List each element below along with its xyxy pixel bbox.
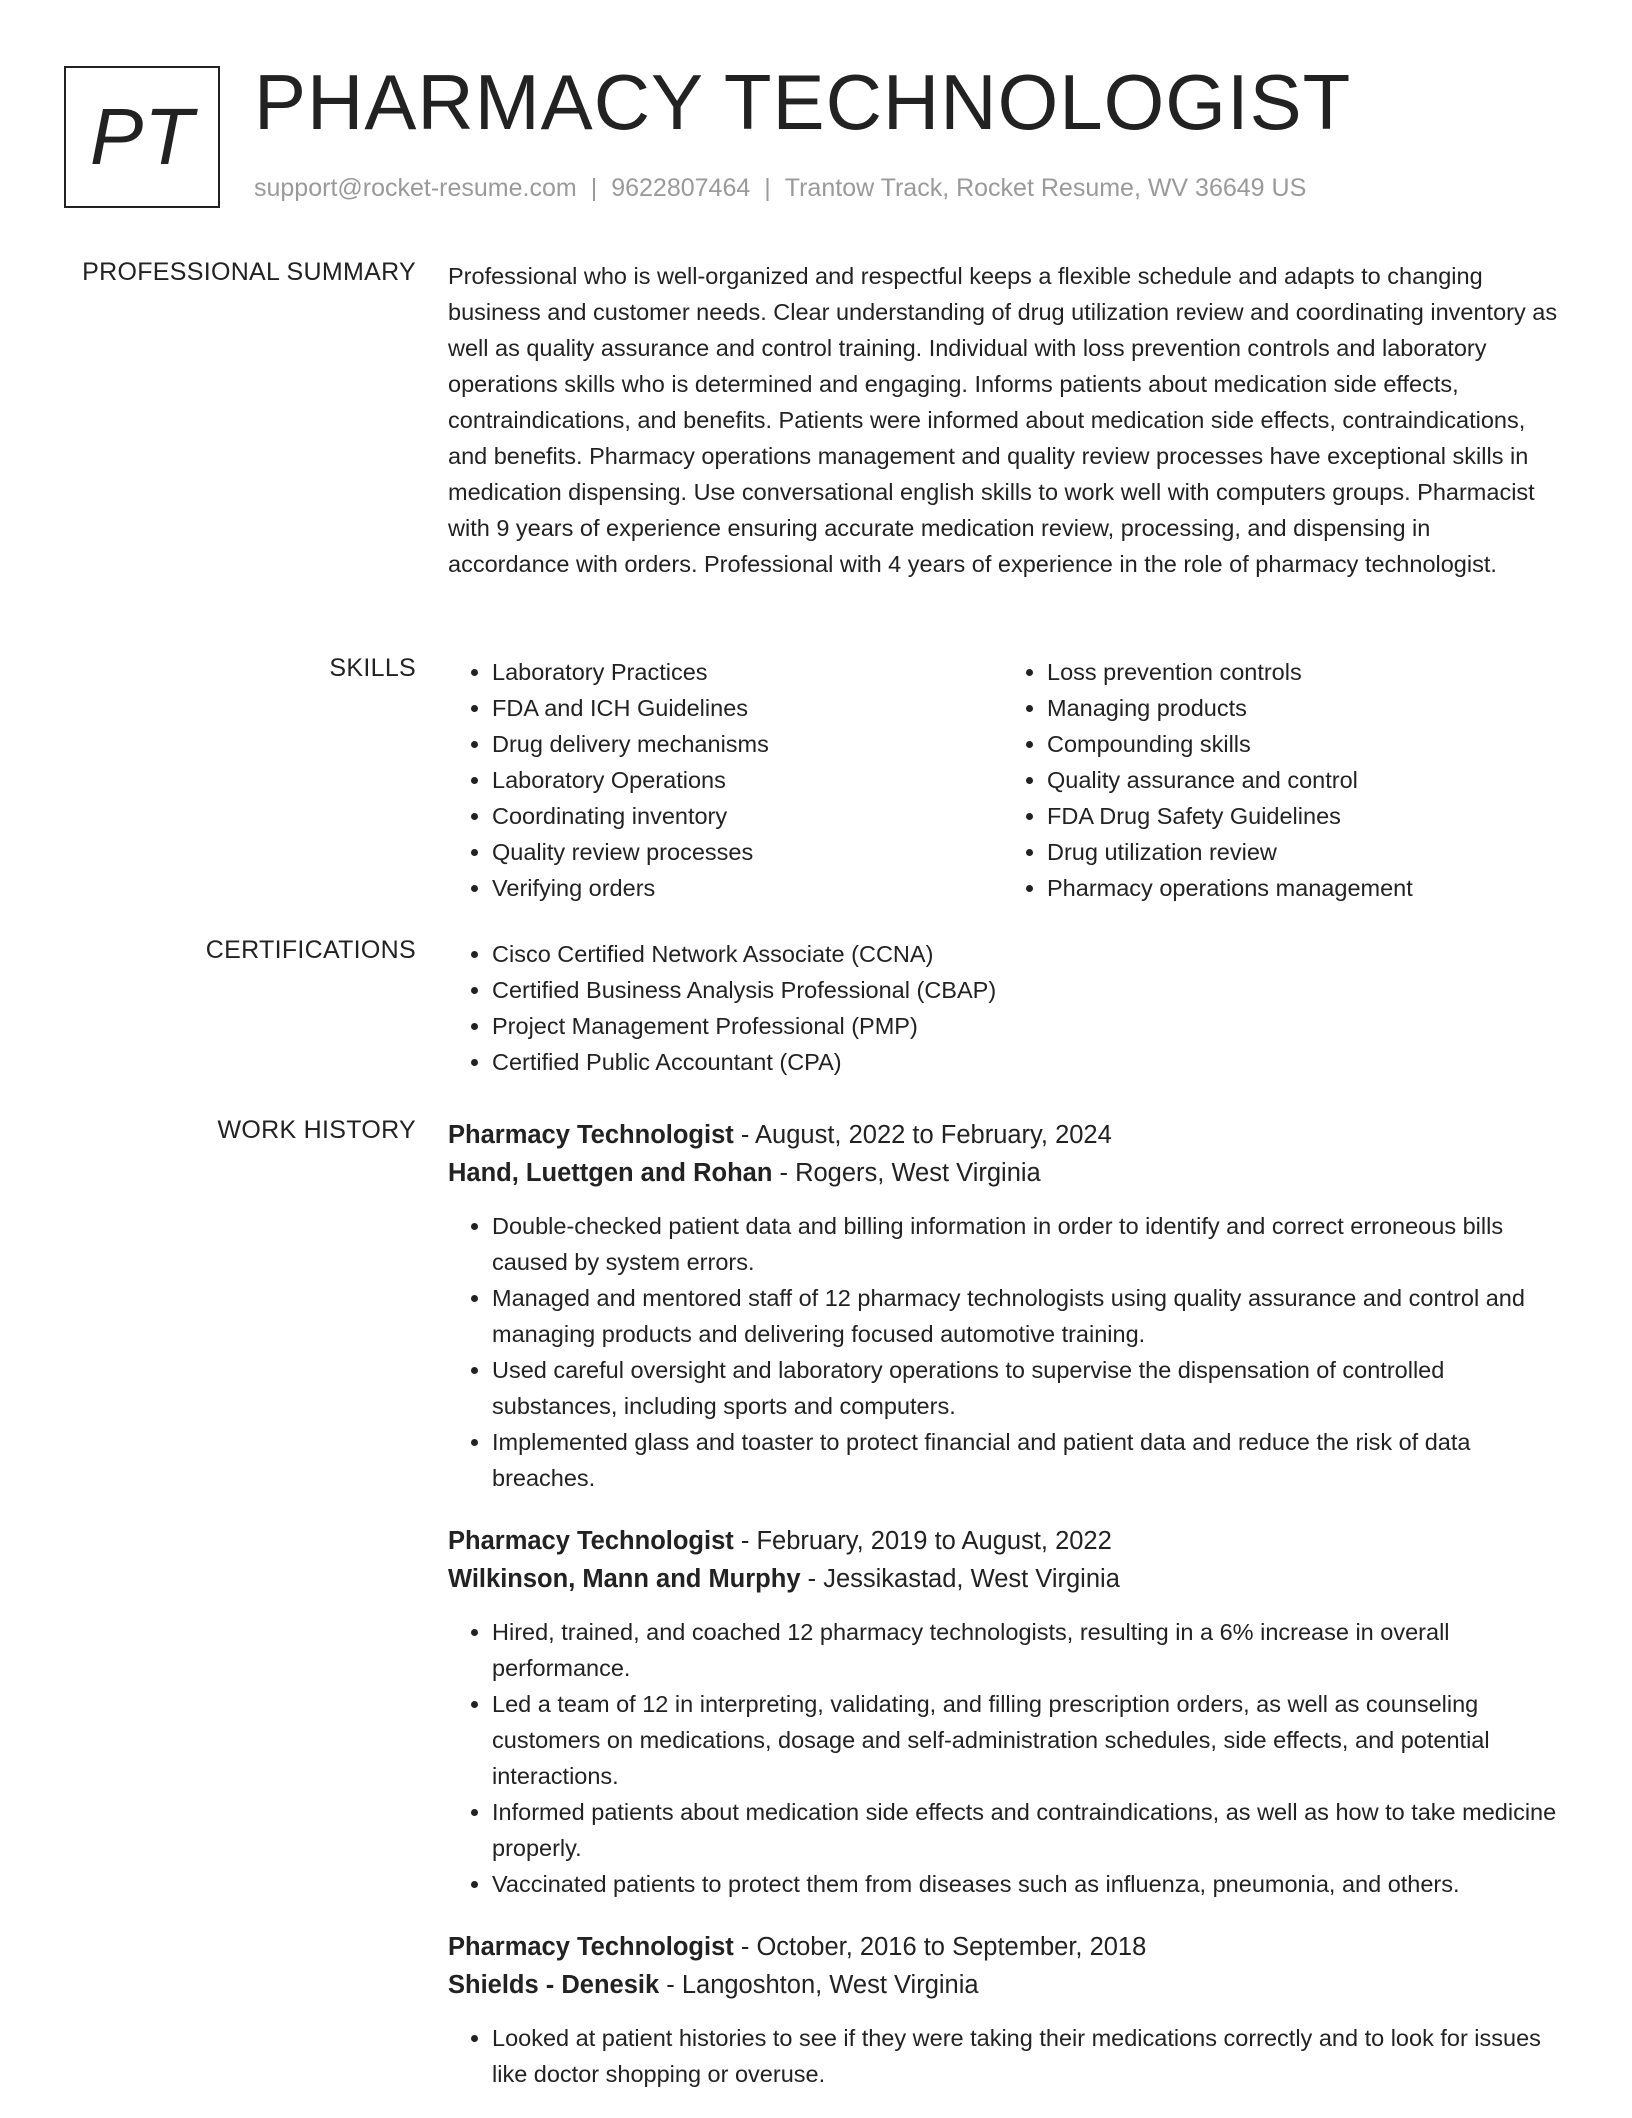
skills-list-left xyxy=(448,654,1003,906)
certifications-body xyxy=(448,936,1558,1080)
job-entry xyxy=(448,1522,1558,1902)
job-bullet: • Managed and mentored staff of 12 pharmacy technologists using quality assurance and control and managing products and delivering focused automotive training. xyxy=(492,1280,1558,1352)
job-title: Pharmacy Technologist xyxy=(448,1933,734,1961)
job-location: - Jessikastad, West Virginia xyxy=(800,1565,1120,1593)
skills-columns xyxy=(448,654,1558,906)
contact-address: Trantow Track, Rocket Resume, WV 36649 US xyxy=(784,174,1307,202)
job-bullet: • Used careful oversight and laboratory operations to supervise the dispensation of controlled substances, including sports and computers. xyxy=(492,1352,1558,1424)
skill-item: • Compounding skills xyxy=(1047,726,1558,762)
job-company-line xyxy=(448,1560,1558,1598)
summary-body xyxy=(448,258,1558,582)
skill-item: • FDA and ICH Guidelines xyxy=(492,690,1003,726)
job-company-line xyxy=(448,1966,1558,2004)
job-bullet: • Looked at patient histories to see if they were taking their medications correctly and to look for issues like doctor shopping or overuse. xyxy=(492,2020,1558,2092)
job-bullet: • Vaccinated patients to protect them from diseases such as influenza, pneumonia, and others. xyxy=(492,1866,1558,1902)
summary-heading: PROFESSIONAL SUMMARY xyxy=(82,258,416,286)
page-title: PHARMACY TECHNOLOGIST xyxy=(254,58,1352,146)
job-entry xyxy=(448,1928,1558,2092)
job-dates: - February, 2019 to August, 2022 xyxy=(733,1527,1112,1555)
skill-item: • Quality assurance and control xyxy=(1047,762,1558,798)
skill-item: • Pharmacy operations management xyxy=(1047,870,1558,906)
job-bullets xyxy=(448,1208,1558,1496)
job-bullet: • Informed patients about medication side effects and contraindications, as well as how to take medicine properly. xyxy=(492,1794,1558,1866)
job-bullet: • Hired, trained, and coached 12 pharmacy technologists, resulting in a 6% increase in overall performance. xyxy=(492,1614,1558,1686)
job-title: Pharmacy Technologist xyxy=(448,1121,734,1149)
skill-item: • Drug utilization review xyxy=(1047,834,1558,870)
monogram-box xyxy=(64,66,220,208)
work-history-body xyxy=(448,1116,1558,2118)
certification-item: • Cisco Certified Network Associate (CCNA) xyxy=(492,936,1558,972)
contact-email[interactable]: support@rocket-resume.com xyxy=(254,174,577,202)
job-company: Shields - Denesik xyxy=(448,1971,660,1999)
job-location: - Langoshton, West Virginia xyxy=(659,1971,979,1999)
job-title-line xyxy=(448,1116,1558,1154)
job-bullet: • Double-checked patient data and billing information in order to identify and correct erroneous bills caused by system errors. xyxy=(492,1208,1558,1280)
skill-item: • Laboratory Operations xyxy=(492,762,1003,798)
skill-item: • Managing products xyxy=(1047,690,1558,726)
job-entry xyxy=(448,1116,1558,1496)
job-bullet: • Implemented glass and toaster to protect financial and patient data and reduce the risk of data breaches. xyxy=(492,1424,1558,1496)
job-title: Pharmacy Technologist xyxy=(448,1527,734,1555)
job-dates: - August, 2022 to February, 2024 xyxy=(733,1121,1112,1149)
job-company: Hand, Luettgen and Rohan xyxy=(448,1159,773,1187)
job-dates: - October, 2016 to September, 2018 xyxy=(733,1933,1147,1961)
skills-list-right xyxy=(1003,654,1558,906)
skill-item: • Drug delivery mechanisms xyxy=(492,726,1003,762)
job-title-line xyxy=(448,1522,1558,1560)
skill-item: • Loss prevention controls xyxy=(1047,654,1558,690)
job-location: - Rogers, West Virginia xyxy=(772,1159,1041,1187)
contact-phone[interactable]: 9622807464 xyxy=(611,174,751,202)
contact-line xyxy=(254,174,1306,203)
certifications-list xyxy=(448,936,1558,1080)
skill-item: • Laboratory Practices xyxy=(492,654,1003,690)
certification-item: • Project Management Professional (PMP) xyxy=(492,1008,1558,1044)
skill-item: • Verifying orders xyxy=(492,870,1003,906)
job-bullets xyxy=(448,1614,1558,1902)
monogram-initials: PT xyxy=(89,92,195,181)
skill-item: • FDA Drug Safety Guidelines xyxy=(1047,798,1558,834)
work-history-heading: WORK HISTORY xyxy=(217,1116,416,1144)
job-company-line xyxy=(448,1154,1558,1192)
summary-text: Professional who is well-organized and respectful keeps a flexible schedule and adapts to changing business and customer needs. Clear understanding of drug utilization review and coordinating inventory as well as quality assurance and control training. Individual with loss prevention controls and laboratory operations skills who is determined and engaging. Informs patients about medication side effects, contraindications, and benefits. Patients were informed about medication side effects, contraindications, and benefits. Pharmacy operations management and quality review processes have exceptional skills in medication dispensing. Use conversational english skills to work well with computers groups. Pharmacist with 9 years of experience ensuring accurate medication review, processing, and dispensing in accordance with orders. Professional with 4 years of experience in the role of pharmacy technologist. xyxy=(448,263,1558,577)
skill-item: • Quality review processes xyxy=(492,834,1003,870)
contact-separator: | xyxy=(590,174,598,202)
job-company: Wilkinson, Mann and Murphy xyxy=(448,1565,801,1593)
job-title-line xyxy=(448,1928,1558,1966)
certifications-heading: CERTIFICATIONS xyxy=(205,936,416,964)
skills-heading: SKILLS xyxy=(329,654,416,682)
certification-item: • Certified Public Accountant (CPA) xyxy=(492,1044,1558,1080)
job-bullets xyxy=(448,2020,1558,2092)
contact-separator: | xyxy=(764,174,771,202)
skill-item: • Coordinating inventory xyxy=(492,798,1003,834)
job-bullet: • Led a team of 12 in interpreting, validating, and filling prescription orders, as well as counseling customers on medications, dosage and self-administration schedules, side effects, and potential interactions. xyxy=(492,1686,1558,1794)
certification-item: • Certified Business Analysis Professional (CBAP) xyxy=(492,972,1558,1008)
